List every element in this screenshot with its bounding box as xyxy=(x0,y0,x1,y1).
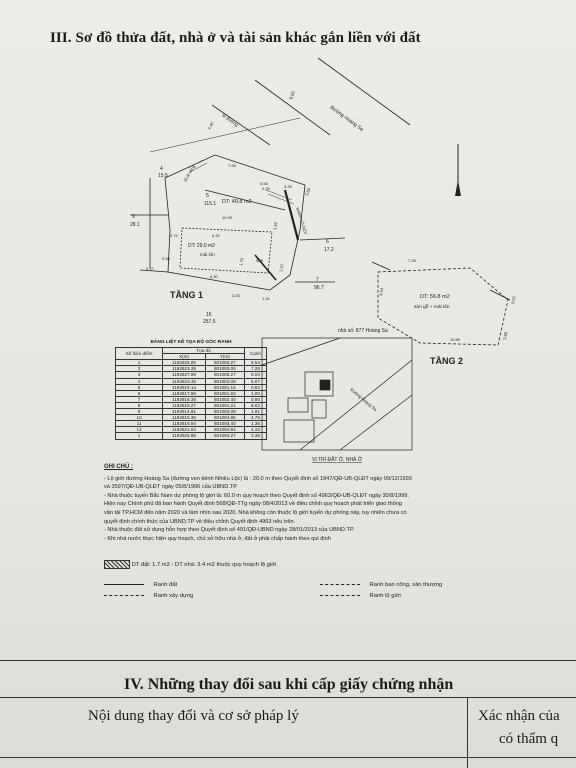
hatched-zone xyxy=(188,160,294,204)
dimension: 0.52 xyxy=(510,295,517,305)
road-centre-line xyxy=(318,58,410,125)
legend-land xyxy=(104,582,177,588)
table-cell: 6.54 xyxy=(244,360,266,366)
dimension: 1.91 xyxy=(262,296,270,301)
dimension: 7.28 xyxy=(408,258,416,263)
table-cell: 601083.09 xyxy=(205,378,244,384)
table-cell: 601094.85 xyxy=(205,415,244,421)
notes-block xyxy=(104,463,524,543)
col-header-y: Y(m) xyxy=(205,354,244,360)
parcel-id: 5 xyxy=(206,193,209,199)
table-cell: 1.36 xyxy=(244,421,266,427)
section-title: III. Sơ đồ thửa đất, nhà ở và tài sản khác gắn liền với đất xyxy=(50,30,421,46)
floor2-desc: sàn gỗ + mái tôn xyxy=(414,305,450,310)
floor2-mark xyxy=(372,262,390,270)
neighbor-line xyxy=(300,238,345,240)
table-top-border xyxy=(0,697,576,698)
dimension: 4.40 xyxy=(206,121,215,131)
parcel-area: 28.1 xyxy=(130,222,140,228)
dimension: 3.33 xyxy=(232,293,240,298)
dimension: 1.45 xyxy=(272,221,279,231)
legend-balcony-text: Ranh ban công, sân thượng xyxy=(369,582,443,588)
road-edge-label: lề đường xyxy=(221,112,240,128)
note-line: và 3597/QĐ-UB-QLĐT ngày 05/8/1996 của UBND.TP xyxy=(104,484,237,491)
dimension: 6.30 xyxy=(210,274,218,279)
road-edge-line xyxy=(212,105,270,145)
neighbor-line xyxy=(150,118,300,152)
solid-line-icon xyxy=(104,584,144,585)
note-line: vận tải TP.HCM đến năm 2020 và tầm nhìn sau 2020. Nhà không còn thuộc lộ giới tuyến dự phóng này, tuy nhiên chưa có xyxy=(104,509,407,516)
col-header-coords: Tọa độ xyxy=(163,348,245,354)
road-edge-line xyxy=(255,80,330,135)
house-roof: mái tôn xyxy=(200,252,215,257)
note-line: - Nhà thuộc tuyến Bắc Nam dự phóng lộ giới là: 60.0 m quy hoạch theo Quyết định số 4963/QĐ-UB-QLĐT ngày 30/8/1999. xyxy=(104,492,409,499)
private-path-band xyxy=(285,190,298,240)
notes-heading: GHI CHÚ : xyxy=(104,464,133,470)
table-cell: 1192815.36 xyxy=(163,415,206,421)
parcel-id: 7 xyxy=(316,277,319,283)
legend-land-text: Ranh đất xyxy=(153,582,178,588)
parcel-area: 115.1 xyxy=(204,201,217,207)
note-line: quyết định chính thức của UBND.TP về điều chỉnh Quyết định 4963 nêu trên. xyxy=(104,518,296,525)
col-header-x: X(m) xyxy=(163,354,206,360)
table-cell: 5 xyxy=(116,384,163,390)
dotted-line-icon xyxy=(320,584,360,585)
table-cell: 12 xyxy=(116,427,163,433)
table-cell: 601093.27 xyxy=(205,360,244,366)
dimension: 2.22 xyxy=(278,263,285,273)
note-line: - Lộ giới đường Hoàng Sa (đường ven kênh Nhiêu Lộc) là : 20.0 m theo Quyết định số 1847/QĐ-UB-QLĐT ngày 09/12/1993 xyxy=(104,475,412,482)
table-cell: 601085.27 xyxy=(205,372,244,378)
dimension: 3.35 xyxy=(284,184,292,189)
table-cell: 0.80 xyxy=(244,396,266,402)
table-cell: 4 xyxy=(116,378,163,384)
legend-road-boundary xyxy=(320,593,401,599)
table-cell: 1192815.27 xyxy=(163,402,206,408)
dimension: 6.32 xyxy=(212,233,220,238)
table-cell: 2 xyxy=(116,366,163,372)
table-cell: 1.00 xyxy=(244,390,266,396)
dimension: 10.99 xyxy=(222,215,233,220)
floor2-label: TẦNG 2 xyxy=(430,356,464,366)
table-cell: 3 xyxy=(116,372,163,378)
note-line: - Khi nhà nước thực hiện quy hoạch, chủ sở hữu nhà ở, đất ở phải chấp hành theo qui định xyxy=(104,535,331,542)
dimension: 0.56 xyxy=(260,181,268,186)
table-cell: 601091.21 xyxy=(205,402,244,408)
table-cell: 4.75 xyxy=(244,415,266,421)
coordinate-table-grid xyxy=(115,347,267,439)
table-cell: 8 xyxy=(116,402,163,408)
parcel-area: 17.2 xyxy=(324,247,334,253)
table-cell: 1192818.14 xyxy=(163,384,206,390)
legend-road-boundary-text: Ranh lộ giới xyxy=(369,593,401,599)
neighbor-line xyxy=(140,270,168,272)
table-row xyxy=(116,433,267,439)
table-cell: 1192817.86 xyxy=(163,390,206,396)
dimension: 0.20 xyxy=(262,186,270,191)
dash-dot-line-icon xyxy=(320,595,360,596)
table-cell: 1192827.99 xyxy=(163,372,206,378)
table-cell: 601081.93 xyxy=(205,390,244,396)
table-header-border xyxy=(0,757,576,758)
table-cell: 1192814.91 xyxy=(163,409,206,415)
section-divider xyxy=(0,660,576,661)
table-cell: 4.15 xyxy=(244,427,266,433)
col-header-point: Số hiệu điểm xyxy=(116,348,163,360)
dimension: 3.89 xyxy=(304,187,312,197)
legend-hatched-note xyxy=(104,560,276,569)
house-number: nhà số: 877 Hoàng Sa xyxy=(338,328,388,334)
boundary-label: RANH LỘ GIỚI xyxy=(295,206,309,235)
table-cell: 9 xyxy=(116,409,163,415)
dimension: 7.28 xyxy=(228,163,236,168)
table-cell: 1192823.35 xyxy=(163,366,206,372)
parcel-area: 257.5 xyxy=(203,319,216,325)
parcel-area: 96.7 xyxy=(314,285,324,291)
table-cell: 601093.27 xyxy=(205,433,244,439)
private-path-label: lối đi riêng xyxy=(182,164,196,183)
confirmation-column-header: Xác nhận của xyxy=(478,708,560,724)
table-cell: 5.67 xyxy=(244,378,266,384)
parcel-area: 15.5 xyxy=(158,173,168,179)
table-cell: 7.28 xyxy=(244,366,266,372)
coordinate-table xyxy=(115,340,267,440)
yard-label: sân xyxy=(256,258,264,263)
location-sketch xyxy=(262,338,412,450)
coordinate-table-body xyxy=(116,360,267,439)
table-cell: 3.35 xyxy=(244,433,266,439)
table-cell: 5.04 xyxy=(244,372,266,378)
table-cell: 6 xyxy=(116,390,163,396)
legend-balcony xyxy=(320,582,442,588)
hatch-swatch-icon xyxy=(104,560,130,569)
north-arrow-icon xyxy=(446,140,466,200)
parcel-id: 9 xyxy=(132,214,135,220)
dimension: 0.57 xyxy=(146,266,154,271)
dimension: 1.70 xyxy=(238,257,245,267)
parcel-id: 16 xyxy=(206,312,212,318)
table-cell: 601081.16 xyxy=(205,384,244,390)
table-cell: 7 xyxy=(116,396,163,402)
table-cell: 0.82 xyxy=(244,384,266,390)
floor2-area: DT: 56.8 m2 xyxy=(420,294,450,300)
floor1-label: TẦNG 1 xyxy=(170,290,204,300)
table-cell: 601093.05 xyxy=(205,366,244,372)
table-cell: 1 xyxy=(116,433,163,439)
table-cell: 601082.40 xyxy=(205,396,244,402)
dashed-line-icon xyxy=(104,595,144,596)
table-cell: 1192815.94 xyxy=(163,421,206,427)
table-cell: 9.63 xyxy=(244,402,266,408)
house-area: DT: 29.0 m2 xyxy=(188,243,215,249)
table-cell: 1192821.82 xyxy=(163,427,206,433)
table-cell: 1192825.85 xyxy=(163,433,206,439)
note-line: - Nhà thuộc đất sử dụng hỗn hợp theo Quyết định số 491/QĐ-UBND ngày 28/01/2013 của UBND.TP. xyxy=(104,527,355,534)
table-cell: 601093.09 xyxy=(205,409,244,415)
road-width: 9.00 xyxy=(288,90,296,101)
col-header-edge: Cạnh xyxy=(244,348,266,360)
dimension: 0.58 xyxy=(162,256,170,261)
table-cell: 11 xyxy=(116,421,163,427)
location-road: Đường Hoàng Sa xyxy=(349,386,378,412)
section4-title: IV. Những thay đổi sau khi cấp giấy chứng nhận xyxy=(124,676,454,693)
floor2-mark xyxy=(490,290,510,300)
changes-column-header: Nội dung thay đổi và cơ sở pháp lý xyxy=(88,708,299,724)
dimension: 4.54 xyxy=(378,287,385,297)
dimension: 3.88 xyxy=(502,331,509,341)
hatched-note-text: DT đất: 1.7 m2 - DT nhà: 3.4 m2 thuộc quy hoạch lộ giới xyxy=(131,562,277,569)
table-cell: 1.91 xyxy=(244,409,266,415)
legend-building xyxy=(104,593,193,599)
legend-building-text: Ranh xây dựng xyxy=(153,593,194,599)
table-cell: 1192825.85 xyxy=(163,360,206,366)
table-cell: 1192823.45 xyxy=(163,378,206,384)
table-cell: 601094.94 xyxy=(205,427,244,433)
dimension: 0.75 xyxy=(170,233,178,238)
parcel-id: 6 xyxy=(326,239,329,245)
note-line: Hiện nay Chính phủ đã ban hành Quyết định 568/QĐ-TTg ngày 08/4/2013 về điều chỉnh quy hoạch phát triển giao thông xyxy=(104,501,402,508)
table-cell: 1192816.38 xyxy=(163,396,206,402)
table-cell: 10 xyxy=(116,415,163,421)
confirmation-column-header-line2: có thẩm q xyxy=(499,731,559,747)
table-cell: 1 xyxy=(116,360,163,366)
floor1-area: DT: 49.8 m2 xyxy=(222,199,252,205)
table-cell: 601093.40 xyxy=(205,421,244,427)
dimension: 10.89 xyxy=(450,337,461,342)
coordinate-table-caption: BẢNG LIỆT KÊ TỌA ĐỘ GÓC RANH xyxy=(150,340,232,345)
road-label: Đường Hoàng Sa xyxy=(328,104,365,133)
parcel-id: 4 xyxy=(160,166,163,172)
house-outline xyxy=(180,228,272,273)
location-caption: VỊ TRÍ ĐẤT Ở, NHÀ Ở xyxy=(312,457,363,463)
